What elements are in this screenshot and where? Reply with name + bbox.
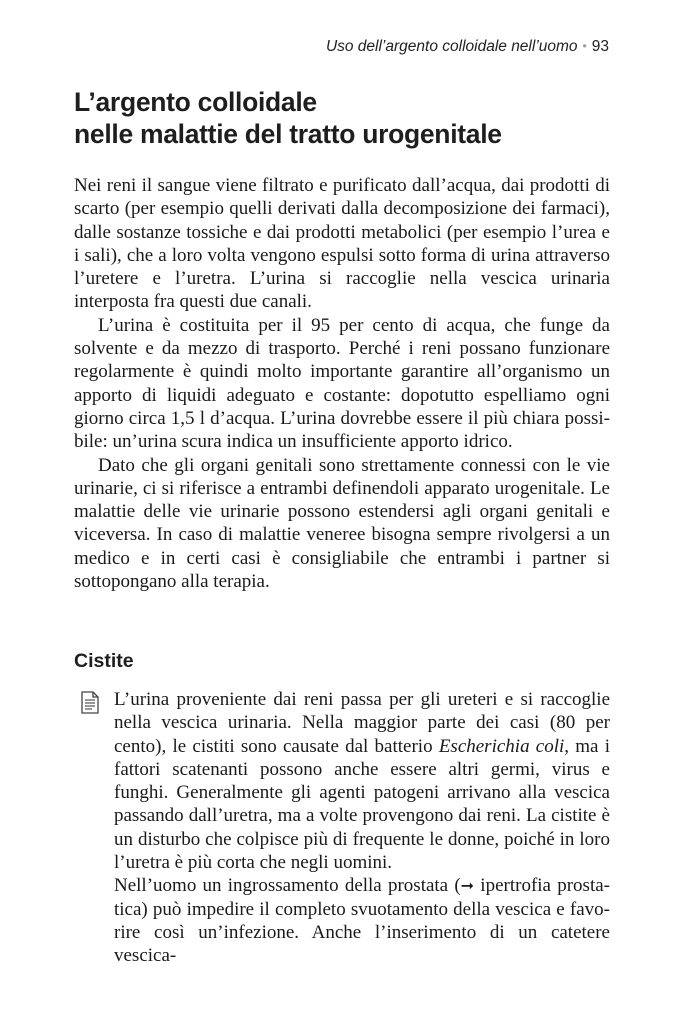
running-title: Uso dell’argento colloidale nell’uomo [325,38,578,55]
paragraph-2: L’urina è costituita per il 95 per cento di acqua, che funge da solvente e da mezzo di trasporto. Perché i reni possano funzionare regolarmente è quindi molto importante garantire all’organismo un apporto di liquidi adeguato e costante: dopotutto espelliamo ogni giorno circa 1,5 l d’acqua. L’urina dovrebbe essere il più chiara possibile: un’urina scura indica un insufficiente apporto idrico. [74,314,610,453]
header-separator: • [582,39,587,53]
document-icon [80,691,100,714]
running-header [326,38,609,56]
chapter-title [74,86,502,150]
section-p2-text-b: ipertrofia prostatica) può impedire il completo svuotamento della vescica e favorire così un’infezione. Anche l’inserimento di un catetere vescica- [114,875,610,967]
paragraph-3: Dato che gli organi genitali sono strettamente connessi con le vie urinarie, ci si riferisce a entrambi definendoli apparato urogenitale. Le malattie delle vie urinarie possono estendersi agli organi genitali e viceversa. In caso di malattie veneree bisogna sempre rivolgersi a un medico e in certi casi è consigliabile che entrambi i partner si sottopongano alla terapia. [74,454,610,593]
cross-reference-arrow-icon: ➞ [460,876,475,896]
paragraph-1: Nei reni il sangue viene filtrato e purificato dall’acqua, dai prodotti di scarto (per esempio quelli derivati dalla decomposizione dei farmaci), dalle sostanze tossiche e dai prodotti metabolici (per esempio l’urea e i sali), che a loro volta vengono espulsi sotto forma di urina attraverso l’uretere e l’uretra. L’urina si raccoglie nella vescica urinaria interposta fra questi due canali. [74,175,610,313]
page-number: 93 [591,38,609,55]
section-heading: Cistite [74,650,134,672]
bacterium-name: Escherichia coli [438,735,565,757]
section-p1-text-b: , ma i fattori scatenanti possono anche essere altri germi, virus e funghi. Generalmente gli agenti patogeni arrivano alla vescica passando dall’uretra, ma a volte provengono dai reni. La cistite è un disturbo che colpisce più di frequente le donne, poiché in loro l’uretra è più corta che negli uomini. [114,735,610,874]
section-paragraph-2 [114,874,610,967]
section-p2-text-a: Nell’uomo un ingrossamento della prostata ( [114,875,461,897]
chapter-title-line-1: L’argento colloidale [74,87,317,117]
chapter-title-line-2: nelle malattie del tratto urogenitale [74,119,502,149]
section-paragraph-1 [114,688,610,874]
intro-text [74,174,610,593]
section-p1-text-a: L’urina proveniente dai reni passa per gli ureteri e si raccoglie nella vescica urinaria. Nella maggior parte dei casi (80 per cento), le cistiti sono causate dal batterio [114,689,610,757]
section-text [114,688,610,968]
